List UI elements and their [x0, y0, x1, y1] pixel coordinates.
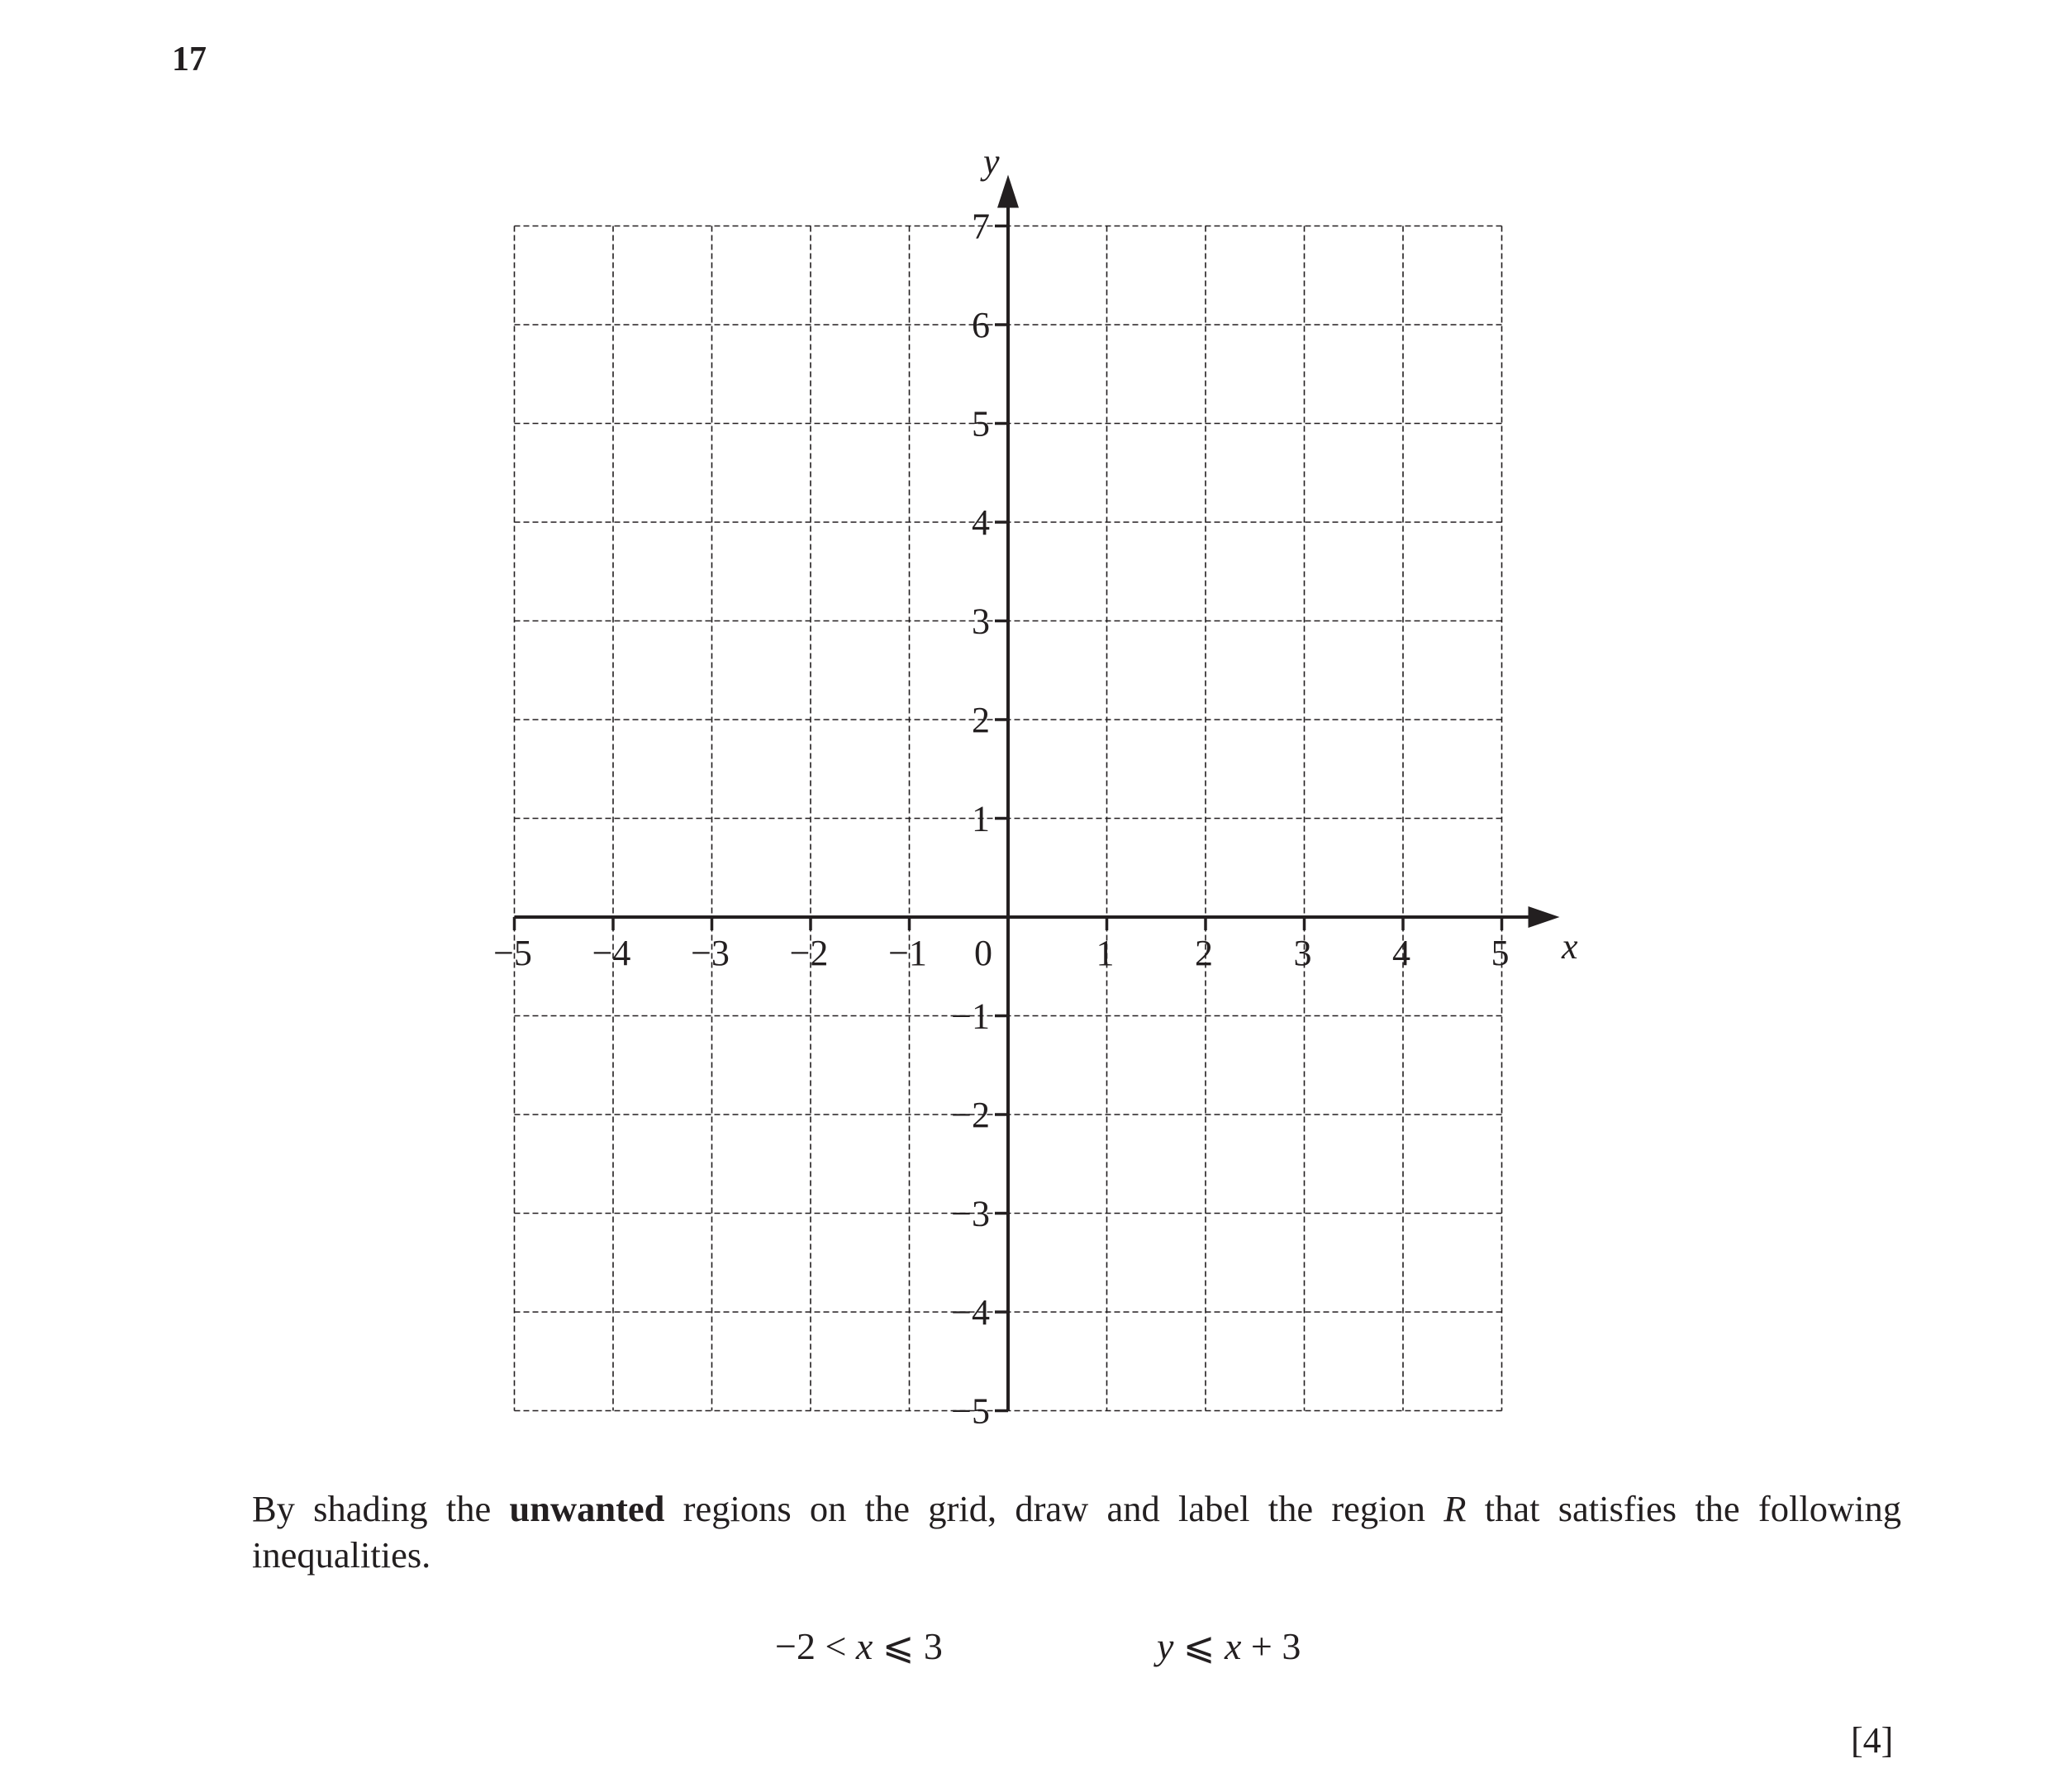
y-tick-label: 2 — [972, 700, 990, 740]
question-text-part3: that satisfies the following inequalities. — [252, 1488, 1901, 1576]
question-number: 17 — [172, 40, 207, 78]
y-tick-label: 5 — [972, 403, 990, 444]
x-tick-label: −3 — [691, 933, 730, 973]
x-tick-label: 2 — [1195, 933, 1213, 973]
x-tick-label: −1 — [888, 933, 927, 973]
y-tick-label: 6 — [972, 305, 990, 345]
y-tick-label: 7 — [972, 206, 990, 247]
y-tick-label: −3 — [951, 1193, 990, 1234]
ineq2-part2: + 3 — [1241, 1625, 1301, 1667]
y-tick-label: −5 — [951, 1390, 990, 1432]
x-tick-label: 4 — [1392, 933, 1410, 973]
ineq2-var1: y — [1157, 1625, 1174, 1667]
x-tick-label: 0 — [974, 933, 992, 973]
x-tick-label: −4 — [592, 933, 631, 973]
x-tick-label: 3 — [1293, 933, 1312, 973]
y-tick-label: −2 — [951, 1095, 990, 1135]
y-axis-label: y — [983, 141, 1000, 182]
y-axis-arrowhead — [997, 175, 1019, 208]
y-tick-label: 3 — [972, 601, 990, 642]
x-tick-label: −5 — [493, 933, 532, 973]
ineq2-part1: ⩽ — [1173, 1625, 1225, 1667]
y-tick-label: 1 — [972, 798, 990, 839]
x-axis-label: x — [1562, 926, 1578, 967]
x-tick-label: 5 — [1491, 933, 1510, 973]
inequality-y-line — [1157, 1623, 1301, 1668]
ineq1-part2: ⩽ 3 — [873, 1625, 943, 1667]
x-tick-label: −2 — [789, 933, 829, 973]
marks-allocation: [4] — [1851, 1720, 1894, 1761]
question-text-bold: unwanted — [509, 1488, 665, 1529]
question-text-part1: By shading the — [252, 1488, 510, 1529]
x-axis-arrowhead — [1529, 906, 1560, 928]
y-tick-label: 4 — [972, 502, 990, 543]
y-tick-label: −4 — [951, 1292, 990, 1333]
y-tick-label: −1 — [951, 996, 990, 1037]
inequality-x-range — [775, 1623, 943, 1668]
question-text — [252, 1485, 1901, 1578]
ineq1-part1: −2 < — [775, 1625, 856, 1667]
ineq2-var2: x — [1224, 1625, 1242, 1667]
region-letter: R — [1444, 1488, 1467, 1529]
ineq1-var: x — [855, 1625, 873, 1667]
x-tick-label: 1 — [1096, 933, 1115, 973]
question-text-part2: regions on the grid, draw and label the region — [664, 1488, 1444, 1529]
